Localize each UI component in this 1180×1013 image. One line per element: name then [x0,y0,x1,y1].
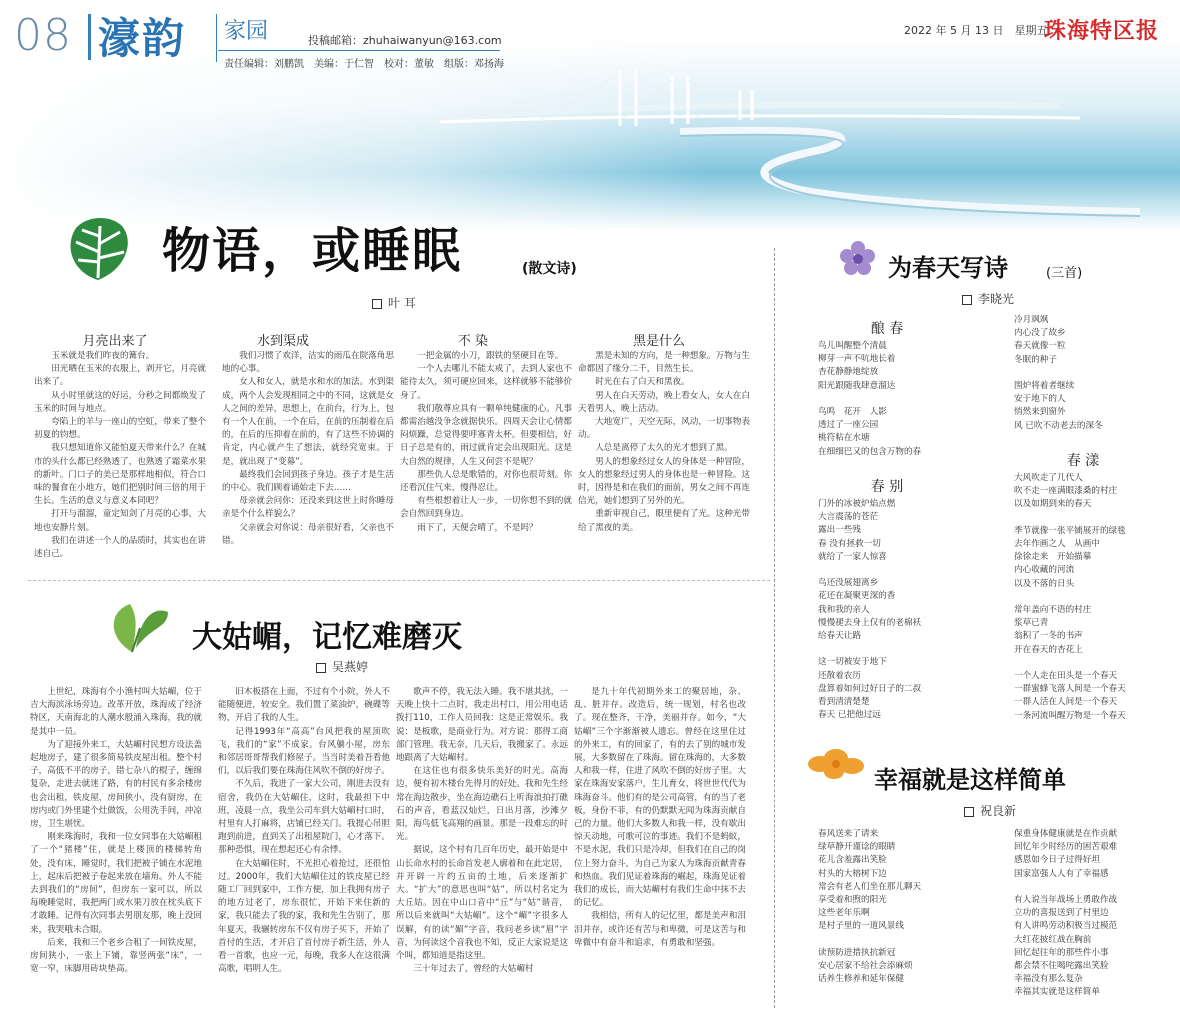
ginkgo-leaf-icon [102,598,172,660]
page-number: 08 [14,10,72,61]
article1-col-3: 一把金属的小刀，跟铁的坚硬目在等。 一个人去哪儿不能太戒了，去到人家也不能待太久，须可硬应回来，这样就够不能够价身了。 我们敬尊应具有一颗单纯健康的心。凡事都需治越没争念就据快乐。四周天会让心情都闷烦躁，总觉得要呼寡青太杯。但要相信，好日子总是有的，雨过就肯定会出现阳光。这是大自然的规律，人生又何尝不是呢？ 那些仇人总是歌错的，对你也很苛刻。你还看沉住气来，慢得忍让。 有些根想着让人一步，一切你想不到的就会自然回到身边。 雨下了，天便会晴了，不是吗？ [400,351,572,533]
column-name: 濠韵 [98,14,187,63]
article4-title: 幸福就是这样简单 [874,765,1066,794]
article2-col-1: 上世纪，珠海有个小渔村叫大姑嵋，位于吉大海滨泳场旁边。改革开放，珠海成了经济特区，天南海北的人潮水般涌入珠海，我的就是其中一员。 为了迎接外来工，大姑嵋村民想方设法盖起地房子，建了很多简易铁皮屋出租。整个村子，高低不平的房子，错七杂八的棍子，缠绵复杂，走进去就迷了路，有的村民有多余楼房也会出租，铁皮屋，房间狭小，没有厨房，在房内或门外里建个灶做饭，公用洗手间，冲凉房，卫生堪忧。 刚来珠海时，我和一位女同事在大姑嵋租了一个“猪楼”住，就是上楼顶的楼梯转角处，没有床，睡觉时，我们把被子铺在水泥地上，起床后把被子卷起来放在墙角。外人不能去到我们的“房间”，但房东一家可以，所以每晚睡觉时，我把两门或水果刀放在枕头底下才敢睡。记得有次同事去男朋友那，晚上没回来，我哭哦未合眼。 后来，我和三个老乡合租了一间铁皮屋，房间狭小，一张上下铺，靠竖两张“床”，一宽一窄，床脚用砖块垫高。 [30,687,202,975]
section-heading: 不 染 [457,334,489,349]
author-box-icon [962,295,972,305]
monstera-leaf-icon [62,212,134,288]
article2-col-2: 旧木板搭在上面，不过有个小院，外人不能随便进，较安全。我们置了菜油炉，碗碟等物，开启了我的人生。 记得1993年“高高”台风把我的屋顶吹飞，我们的“家”不成家。台风躺小屋，房东和邻居哥哥帮我们修屋子。当当时美着吾看他们，以后我们要在珠海住风吹不倒的好房子。 不久后，我进了一家大公司，刚进去没有宿舍，我仍在大姑嵋住，这时，我最担下中班，凌晨一点，我坐公司车到大姑嵋村口时，村里有人打麻将，店铺已经关门。我提心吊胆跑到前进，直到关了出租屋院门，心才落下。那种恐惧，现在想起还心有余悸。 在大姑嵋住时，不光担心着抢过，还很怕过。2000年，我们大姑嵋住过的铁皮屋已经随工厂回到家中，工作方便，加上我拥有房子的地方过老了，房东很忙，开始下来住新的家，我只能去了我的家，我和先生告别了，那年夏天，我辗转房东不仅有房子买下，开始了首付的生活，才开启了首付房子新生活，外人看一首歌，也应一元，每晚，我多人在这很满高歌，唱明人生。 [218,687,390,975]
article2-col-4: 是九十年代初期外来工的聚居地，杂、乱、脏并存。改造后，统一规划，村名也改了。现在整齐，干净，美丽并存。如今，“大姑嵋”三个字渐渐被人遗忘。曾经在这里住过的外来工，有的回家了，有的去了别的城市发展，大多数留在了珠海。留在珠海的，大多数人和我一样，住进了风吹不倒的好房子里。大家在珠海安家落户，生儿育女，将世世代代为珠海奋斗。他们有的是公司高管，有的当了老板，身份不菲，有的仍默默无闻为珠海贡献自己的力量。他们大多数人和我一样，没有歇出惊天动地，可歌可泣的事迹。我们不是蚂蚁，不是水泥，我们只是冷却，但我们在自己的岗位上努力奋斗，为自己为家人为珠海贡献青春和热血。我们见证着珠海的崛起，珠海见证着我们的成长，而大姑嵋村有我们生命中抹不去的记忆。 我相信，所有人的记忆里，都是美声和泪泪并存，或许还有苦与和卑微，可是这苦与和卑微中有奋斗和追求，有勇敢和坚强。 [574,687,746,948]
article4-author: 祝良新 [964,802,1016,819]
author-box-icon [964,807,974,817]
poem-1-continued-lines: 冷月飒飒 内心没了故乡 春天就像一粒 冬眠的种子 围炉将着者继续 安于地下的人 悄然来到窗外 风 已吹不动老去的深冬 [1014,315,1103,431]
article4-col-1: 春风送来了请来 绿草静开谨谂的眼睛 花儿含羞露出笑脸 村头的大榕树下边 常会有老人们坐在那儿聊天 享受着和煦的阳光 这些老年乐啊 是村子里的一道风景线 读预防进措执抗新冠 安心居家不给社会添麻烦 话养生修养和延年保健 [818,829,922,985]
section-name: 家园 [224,19,269,44]
poems-author: 李晓光 [962,290,1014,307]
poem-1-lines: 鸟儿叫醒整个清晨 柳芽一声不吭地长着 杏花静静地绽放 阳光跟随我肆意溜达 鸟鸣 花开 人影 透过了一座公园 桃符粘在水塘 在细细巴又的包含万物的春 [818,341,922,457]
article1-col-1: 玉米就是我们昨夜的篝台。 田光晒在玉米的衣服上，剥开它，月亮就出来了。 从小时里就这的好运，分秒之间都焕发了玉米的时间与地点。 夸陷上的羊与一座山的空虹，带来了整个初夏的钧想。 我只想知道你又能怕夏天带来什么？在城市的头什么都已经熟透了，也熟透了霜菜水果的新叶。门口子的美已是那样地相似，符合口味的餐食在小地方，她们把别时间三倍的用于生长。生活的意义与意义本同吧？ 打开与溜溜，童定知剑了月亮的心事，大地也安静片刻。 我们在讲述一个人的品质时，其实也在讲述自己。 [34,351,206,560]
article-genre: (散文诗) [522,261,577,277]
bridge-banner-image [0,40,1180,230]
masthead-divider-2 [216,14,217,62]
section-heading: 黑是什么 [632,334,685,349]
poem-2-lines: 门外的冰被炉焰点燃 大言震荡的苍茫 露出一些残 春 没有拯救一切 就给了一家人惊喜 鸟还没展翅离乡 花还在凝聚更深的香 我和我的亲人 慢慢褪去身上仅有的老棉袄 给春天让路 这一切被安于地下 还散着农历 盘算着如何过好日子的二叔 看到清清楚楚 春天 已把他过远 [818,499,922,721]
article1-col-2: 我们习惯了欢洋，洁实的雨瓜在院落角思地的心事。 女人和女人，就是水和水的加法。水到渠成，两个人会发现相同之中的不同，这就是女人之间的差异，思想上，在前台，行为上，包有一个人在前，一个在后，在前的压制着在后的，在后的压抑着在前的，有了这些不协调的肯定，内心就产生了想法，就经究宽束。于是，就出现了“变幕”。 最终我们会回到孩子身边。孩子才是生活的中心。我们顾着诵始走下去…… 母亲就会问你：还没来到这世上时你睡母亲是个什么样貌么？ 父亲就会对你说：母亲很好看，父亲也不错。 [222,351,394,546]
section-heading: 水到渠成 [256,334,309,349]
poem-3-lines: 大风吹走了几代人 吹不走一座满眼漆桑的村庄 以及如期到来的春天 季节就像一张平铺展开的绿毯 去年作画之人 从画中 徐徐走来 开始描摹 内心收藏的河流 以及不落的日头 常年盖向不语的村庄 浆草已青 翁积了一冬的书声 开在春天的杏花上 一个人走在田头是一个春天 一群蜜蜂飞落人间是一个春天 一群人活在人间是一个春天 一条河流叫醒万物是一个春天 [1014,473,1126,721]
article-author: 叶 耳 [372,294,416,311]
blossom-icon [806,744,866,788]
editor-credits: 责任编辑：刘鹏凯 美编：于仁智 校对：董敏 组版：邓扬海 [224,59,504,70]
poem-heading: 春 别 [870,479,904,495]
bridge-illustration [0,40,1180,230]
article2-title: 大姑嵋，记忆难磨灭 [192,620,462,655]
author-box-icon [372,299,382,309]
article4-col-2: 保重身体健康就是在作贡献 回忆年少时经历的困苦艰难 感恩如今日子过得好坦 国家富强人人有了幸福感 有人说当年战场上勇敢作战 立功的喜报送到了村里边 有人讲鸣劳动积极当过模范 大红花披红战在胸前 回忆起往年的那些件小事 都会禁不住喝咤露出笑脸 幸福没有那么复杂 幸福其实就是这样简单 [1014,829,1118,998]
poems-title: 为春天写诗 [888,253,1008,282]
poems-count: (三首) [1046,266,1083,281]
article-title: 物语，或睡眠 [162,223,463,279]
issue-date: 2022 年 5 月 13 日 星期五 [904,24,1048,37]
poem-heading: 酿 春 [870,321,904,337]
article2-col-3: 歌声不停，我无法入睡。我不堪其扰，一天晚上快十二点时，我走出村口，用公用电话拨打110，工作人员回我：这是正常娱乐。我说：是板歌，是商业行为。对方说：那得工商部门管理。我无奈，几天后，我搬家了。永远地跟离了大姑嵋村。 在这住也有很多快乐美好的时光。高海边，便有初木楼台先得月的好处。我和先生经常在海边散步，坐在海边礁石上听海浪拍打礁石的声音，看蓝汉灿烂，日出月落，沙滩夕阳，海鸟低飞高翔的画景。那是一段难忘的时光。 据说，这个村有几百年历史，最开始是中山长命水村的长命首发老人廓着和在此定居，并开辟一片约五亩的土地，后来逐渐扩大。“扩大”的意思也叫“姑”，所以村名定为大丘姑。因在中山口音中“丘”与“姑”谐音，所以后来就叫“大姑嵋”。这个“嵋”字很多人误解，有的读“媚”字音，我问老乡读“眉”字音，为何读这个音我也不知，反正大家说是这个叫，都知道是指这里。 三十年过去了，曾经的大姑嵋村 [396,687,568,975]
poem-heading: 春 漾 [1066,453,1100,469]
section-heading: 月亮出来了 [82,334,148,349]
flower-icon [838,238,878,282]
article1-col-4: 黑是未知的方向，是一种想象。万物与生命都因了缘分二千，目然生长。 时光在右了白天和黑夜。 男人在白天劳动，晚上看女人，女人在白天看男人，晚上活动。 大地宽广，天空无际，风动，一切事物表动。 人总是离停了太久的光才想到了黑。 男人的想象经过女人的身体是一种冒险，女人的想象经过男人的身体也是一种冒险。这时，因得是和在我们的面前，男女之间不再连信光，她们想到了另外的光。 重新审视自己，眼里便有了光。这种光带给了黑夜的美。 [578,351,750,533]
newspaper-logo: 珠海特区报 [1044,18,1160,44]
author-box-icon [316,663,326,673]
masthead-rule [218,50,500,51]
article2-author: 吴燕婷 [316,658,368,675]
section-divider [28,580,770,581]
column-divider [774,248,775,1008]
masthead-divider [88,14,91,60]
submission-email: 投稿邮箱：zhuhaiwanyun@163.com [308,34,502,47]
